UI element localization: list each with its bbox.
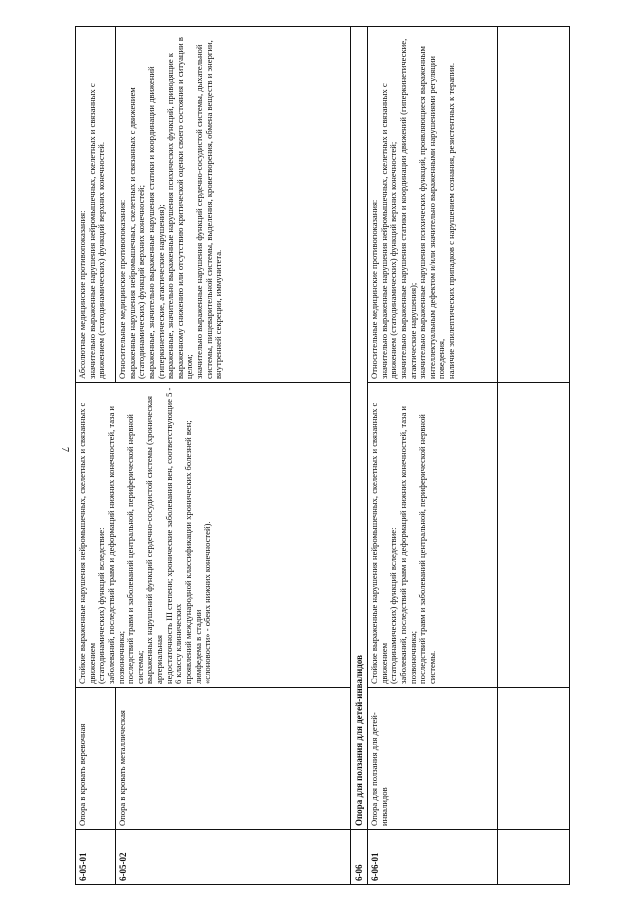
contra-line: значительно выраженные нарушения психических функций, проявляющиеся выраженным <box>417 46 428 379</box>
row-contraindications <box>116 27 351 383</box>
contra-line: значительно выраженные нарушения нейромышечных, скелетных и связанных с <box>86 83 97 379</box>
row-indications <box>368 383 498 688</box>
row-name: Опора для ползания для детей-инвалидов <box>368 688 498 830</box>
empty-cell <box>498 688 570 830</box>
section-row <box>351 27 368 885</box>
indication-line: выраженных нарушений функций сердечно-сосудистой системы (хроническая артериальная <box>144 396 164 684</box>
contra-line: интеллектуальным дефектом и/или значительно выраженными нарушениями регуляции поведения, <box>426 55 447 379</box>
table-row <box>76 27 116 885</box>
contra-line: (статодинамических) функций верхних конечностей; <box>136 185 147 379</box>
row-code: 6-05-02 <box>116 830 351 885</box>
rotated-table-sheet <box>75 27 570 885</box>
contra-line: атактические нарушения); <box>407 282 418 379</box>
table-row <box>368 27 498 885</box>
contra-line: выраженные нарушения нейромышечных, скелетных и связанных с движением <box>126 87 137 379</box>
indication-line: заболеваний, последствий травм и деформаций нижних конечностей, таза и позвоночника; <box>397 405 418 684</box>
indication-line: последствий травм и заболеваний центральной, периферической нервной системы. <box>417 414 437 684</box>
contra-line: значительно выраженные нарушения статики и координации движений (гиперкинетические, <box>397 38 408 379</box>
contra-line: значительно выраженные нарушения функций сердечно-сосудистой системы, дыхательной <box>194 44 204 379</box>
contra-line: выраженному снижению или отсутствию критической оценки своего состояния и ситуации в целом; <box>174 37 195 379</box>
table-row-empty <box>498 27 570 885</box>
indication-line: Стойкие выраженные нарушения нейромышечных, скелетных и связанных с движением <box>77 402 97 684</box>
indication-line: недостаточность III степени; хронические заболевания вен, соответствующие 5 - 6 классу клинических <box>163 387 184 684</box>
contra-line: значительно выраженные нарушения нейромышечных, скелетных и связанных с <box>378 83 389 379</box>
contra-line: внутренней секреции, иммунитета. <box>213 249 224 379</box>
indication-line: последствий травм и заболеваний центральной, периферической нервной системы; <box>125 414 145 684</box>
indication-line: «слоновости» - обеих нижних конечностей). <box>202 521 213 684</box>
page-number: 7 <box>59 447 70 452</box>
contra-line: выраженные, значительно выраженные нарушения статики и координации движений <box>145 66 156 379</box>
row-name: Опора в кровать веревочная <box>76 688 116 830</box>
indication-line: (статодинамических) функций вследствие: <box>96 527 107 684</box>
contra-line: движением (статодинамических) функций верхних конечностей; <box>388 141 399 379</box>
row-contraindications <box>76 27 116 383</box>
indication-line: проявлений международной классификации хронических болезней вен; лимфедема в стадии <box>182 420 203 684</box>
contra-line: наличие эпилептических припадков с нарушением сознания, резистентных к терапии. <box>446 63 457 379</box>
contra-title: Относительные медицинские противопоказания: <box>369 199 380 379</box>
row-indications <box>76 383 351 688</box>
indication-line: Стойкие выраженные нарушения нейромышечных, скелетных и связанных с движением <box>369 402 389 684</box>
row-code: 6-06-01 <box>368 830 498 885</box>
indication-line: заболеваний, последствий травм и деформаций нижних конечностей, таза и позвоночника; <box>105 405 126 684</box>
empty-cell <box>498 830 570 885</box>
section-code: 6-06 <box>351 830 368 885</box>
contra-line: (гиперкинетические, атактические нарушения); <box>155 204 166 379</box>
contra-line: движением (статодинамических) функций верхних конечностей. <box>96 142 107 379</box>
section-title: Опора для ползания для детей-инвалидов <box>351 27 368 830</box>
table-rotated-container <box>75 27 570 885</box>
row-contraindications <box>368 27 498 383</box>
empty-cell <box>498 383 570 688</box>
contra-line: выраженные, значительно выраженные нарушения психических функций, приводящие к <box>165 52 176 379</box>
row-name: Опора в кровать металлическая <box>116 688 351 830</box>
empty-cell <box>498 27 570 383</box>
contra-title: Относительные медицинские противопоказания: <box>117 199 127 379</box>
contra-line: системы, пищеварительной системы, выделения, кроветворения, обмена веществ и энергии, <box>203 40 214 379</box>
product-table <box>75 26 570 885</box>
indication-line: (статодинамических) функций вследствие: <box>388 527 399 684</box>
contra-title: Абсолютные медицинские противопоказания: <box>77 210 87 379</box>
row-code: 6-05-01 <box>76 830 116 885</box>
